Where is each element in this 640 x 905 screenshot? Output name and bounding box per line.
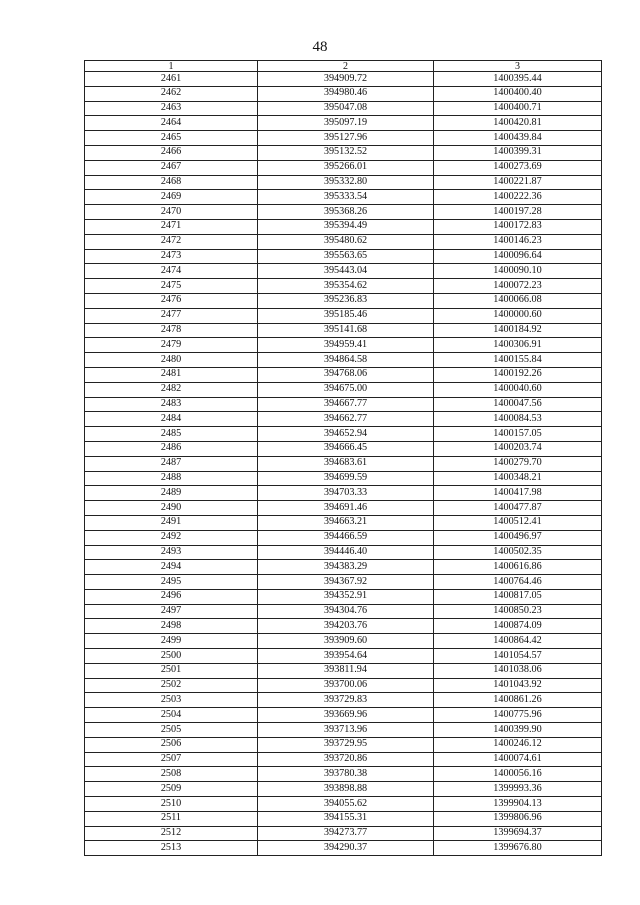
coordinate-y-cell: 1400400.40 [434,86,602,101]
coordinate-x-cell: 394703.33 [258,486,434,501]
coordinate-x-cell: 394768.06 [258,367,434,382]
point-number-cell: 2492 [85,530,258,545]
table-row [85,826,602,841]
table-row [85,678,602,693]
coordinate-y-cell: 1400246.12 [434,737,602,752]
table-row [85,293,602,308]
table-row [85,249,602,264]
coordinate-y-cell: 1400203.74 [434,441,602,456]
coordinate-y-cell: 1399993.36 [434,782,602,797]
coordinate-x-cell: 393729.95 [258,737,434,752]
table-row [85,515,602,530]
table-row [85,279,602,294]
table-row [85,841,602,856]
point-number-cell: 2490 [85,501,258,516]
table-row [85,116,602,131]
table-row [85,219,602,234]
table-row [85,589,602,604]
point-number-cell: 2505 [85,723,258,738]
coordinate-y-cell: 1400399.90 [434,723,602,738]
coordinate-y-cell: 1400864.42 [434,634,602,649]
point-number-cell: 2482 [85,382,258,397]
point-number-cell: 2464 [85,116,258,131]
point-number-cell: 2477 [85,308,258,323]
coordinate-x-cell: 395332.80 [258,175,434,190]
table-row [85,619,602,634]
point-number-cell: 2491 [85,515,258,530]
coordinate-y-cell: 1400496.97 [434,530,602,545]
page-number: 48 [312,39,328,55]
coordinate-y-cell: 1400861.26 [434,693,602,708]
coordinate-x-cell: 395047.08 [258,101,434,116]
coordinate-x-cell: 395443.04 [258,264,434,279]
point-number-cell: 2484 [85,412,258,427]
table-row [85,353,602,368]
point-number-cell: 2512 [85,826,258,841]
coordinate-x-cell: 395480.62 [258,234,434,249]
coordinate-y-cell: 1400040.60 [434,382,602,397]
point-number-cell: 2499 [85,634,258,649]
point-number-cell: 2513 [85,841,258,856]
point-number-cell: 2511 [85,811,258,826]
coordinate-y-cell: 1400477.87 [434,501,602,516]
point-number-cell: 2470 [85,205,258,220]
coordinate-y-cell: 1400056.16 [434,767,602,782]
table-row [85,323,602,338]
point-number-cell: 2475 [85,279,258,294]
coordinate-x-cell: 394290.37 [258,841,434,856]
point-number-cell: 2497 [85,604,258,619]
coordinate-x-cell: 394909.72 [258,72,434,87]
coordinate-y-cell: 1400074.61 [434,752,602,767]
table-row [85,767,602,782]
coordinate-y-cell: 1401038.06 [434,663,602,678]
coordinate-x-cell: 394652.94 [258,427,434,442]
table-row [85,782,602,797]
coordinate-y-cell: 1400047.56 [434,397,602,412]
coordinate-x-cell: 394959.41 [258,338,434,353]
coordinate-x-cell: 393669.96 [258,708,434,723]
table-row [85,797,602,812]
point-number-cell: 2508 [85,767,258,782]
column-header-2: 2 [258,61,434,72]
point-number-cell: 2495 [85,575,258,590]
coordinate-x-cell: 394352.91 [258,589,434,604]
coordinate-x-cell: 395354.62 [258,279,434,294]
coordinate-y-cell: 1400502.35 [434,545,602,560]
coordinate-y-cell: 1400000.60 [434,308,602,323]
coordinate-x-cell: 394383.29 [258,560,434,575]
coordinate-y-cell: 1400400.71 [434,101,602,116]
table-row [85,382,602,397]
coordinate-x-cell: 395333.54 [258,190,434,205]
point-number-cell: 2461 [85,72,258,87]
table-row [85,145,602,160]
point-number-cell: 2469 [85,190,258,205]
table-row [85,456,602,471]
coordinate-x-cell: 394055.62 [258,797,434,812]
coordinate-x-cell: 394667.77 [258,397,434,412]
table-row [85,338,602,353]
point-number-cell: 2473 [85,249,258,264]
coordinate-x-cell: 393713.96 [258,723,434,738]
table-row [85,811,602,826]
point-number-cell: 2462 [85,86,258,101]
point-number-cell: 2503 [85,693,258,708]
coordinate-y-cell: 1400874.09 [434,619,602,634]
table-header-row [85,61,602,72]
table-row [85,560,602,575]
point-number-cell: 2493 [85,545,258,560]
table-row [85,205,602,220]
coordinate-y-cell: 1400306.91 [434,338,602,353]
coordinate-x-cell: 394662.77 [258,412,434,427]
point-number-cell: 2494 [85,560,258,575]
point-number-cell: 2496 [85,589,258,604]
coordinate-y-cell: 1400417.98 [434,486,602,501]
coordinate-y-cell: 1399904.13 [434,797,602,812]
coordinate-x-cell: 394304.76 [258,604,434,619]
coordinate-x-cell: 393780.38 [258,767,434,782]
point-number-cell: 2481 [85,367,258,382]
point-number-cell: 2468 [85,175,258,190]
coordinate-y-cell: 1400155.84 [434,353,602,368]
coordinate-x-cell: 394683.61 [258,456,434,471]
coordinate-x-cell: 393898.88 [258,782,434,797]
point-number-cell: 2467 [85,160,258,175]
coordinate-x-cell: 394155.31 [258,811,434,826]
column-header-3: 3 [434,61,602,72]
table-row [85,708,602,723]
point-number-cell: 2501 [85,663,258,678]
coordinate-x-cell: 395266.01 [258,160,434,175]
coordinate-x-cell: 393811.94 [258,663,434,678]
table-row [85,471,602,486]
point-number-cell: 2486 [85,441,258,456]
coordinate-x-cell: 394466.59 [258,530,434,545]
coordinate-y-cell: 1400850.23 [434,604,602,619]
coordinate-y-cell: 1400157.05 [434,427,602,442]
coordinate-x-cell: 394699.59 [258,471,434,486]
coordinate-x-cell: 395394.49 [258,219,434,234]
table-row [85,530,602,545]
table-row [85,308,602,323]
table-row [85,101,602,116]
point-number-cell: 2509 [85,782,258,797]
point-number-cell: 2485 [85,427,258,442]
coordinate-y-cell: 1400817.05 [434,589,602,604]
point-number-cell: 2463 [85,101,258,116]
table-row [85,160,602,175]
table-row [85,72,602,87]
table-row [85,412,602,427]
point-number-cell: 2488 [85,471,258,486]
coordinate-y-cell: 1400775.96 [434,708,602,723]
point-number-cell: 2504 [85,708,258,723]
coordinate-x-cell: 394446.40 [258,545,434,560]
coordinate-x-cell: 393720.86 [258,752,434,767]
coordinate-y-cell: 1400439.84 [434,131,602,146]
coordinate-x-cell: 394663.21 [258,515,434,530]
coordinate-y-cell: 1400273.69 [434,160,602,175]
coordinate-y-cell: 1400184.92 [434,323,602,338]
coordinate-x-cell: 394273.77 [258,826,434,841]
table-row [85,264,602,279]
coordinate-y-cell: 1400084.53 [434,412,602,427]
point-number-cell: 2478 [85,323,258,338]
table-row [85,427,602,442]
coordinate-x-cell: 393729.83 [258,693,434,708]
point-number-cell: 2483 [85,397,258,412]
point-number-cell: 2498 [85,619,258,634]
point-number-cell: 2500 [85,649,258,664]
coordinate-y-cell: 1400399.31 [434,145,602,160]
coordinate-x-cell: 394367.92 [258,575,434,590]
coordinate-x-cell: 393909.60 [258,634,434,649]
table-row [85,545,602,560]
point-number-cell: 2479 [85,338,258,353]
table-row [85,693,602,708]
coordinate-x-cell: 395563.65 [258,249,434,264]
coordinate-x-cell: 394864.58 [258,353,434,368]
table-row [85,634,602,649]
point-number-cell: 2507 [85,752,258,767]
point-number-cell: 2506 [85,737,258,752]
point-number-cell: 2466 [85,145,258,160]
coordinate-y-cell: 1399806.96 [434,811,602,826]
coordinate-x-cell: 393954.64 [258,649,434,664]
coordinate-y-cell: 1400146.23 [434,234,602,249]
table-row [85,575,602,590]
coordinate-y-cell: 1400197.28 [434,205,602,220]
coordinates-table [84,60,602,856]
coordinate-x-cell: 395185.46 [258,308,434,323]
table-row [85,737,602,752]
table-body [85,72,602,856]
coordinate-x-cell: 394203.76 [258,619,434,634]
coordinate-y-cell: 1401043.92 [434,678,602,693]
table-row [85,501,602,516]
point-number-cell: 2472 [85,234,258,249]
coordinate-y-cell: 1400090.10 [434,264,602,279]
table-row [85,86,602,101]
coordinate-y-cell: 1400395.44 [434,72,602,87]
coordinate-x-cell: 395127.96 [258,131,434,146]
point-number-cell: 2465 [85,131,258,146]
coordinate-y-cell: 1400096.64 [434,249,602,264]
column-header-1: 1 [85,61,258,72]
coordinate-x-cell: 395097.19 [258,116,434,131]
point-number-cell: 2510 [85,797,258,812]
coordinate-x-cell: 395141.68 [258,323,434,338]
coordinate-y-cell: 1399676.80 [434,841,602,856]
coordinate-x-cell: 394691.46 [258,501,434,516]
table-row [85,441,602,456]
point-number-cell: 2489 [85,486,258,501]
coordinate-x-cell: 393700.06 [258,678,434,693]
point-number-cell: 2471 [85,219,258,234]
coordinate-y-cell: 1400172.83 [434,219,602,234]
coordinate-y-cell: 1400764.46 [434,575,602,590]
table-row [85,367,602,382]
coordinate-y-cell: 1400222.36 [434,190,602,205]
coordinate-y-cell: 1400221.87 [434,175,602,190]
coordinate-x-cell: 394675.00 [258,382,434,397]
coordinate-y-cell: 1400072.23 [434,279,602,294]
table-row [85,234,602,249]
table-row [85,649,602,664]
table-row [85,131,602,146]
table-row [85,190,602,205]
coordinate-y-cell: 1399694.37 [434,826,602,841]
coordinate-x-cell: 394666.45 [258,441,434,456]
coordinate-x-cell: 395368.26 [258,205,434,220]
coordinate-y-cell: 1400192.26 [434,367,602,382]
coordinate-x-cell: 395132.52 [258,145,434,160]
coordinate-y-cell: 1400348.21 [434,471,602,486]
table-row [85,175,602,190]
coordinate-y-cell: 1400420.81 [434,116,602,131]
coordinate-x-cell: 394980.46 [258,86,434,101]
point-number-cell: 2476 [85,293,258,308]
table-row [85,663,602,678]
coordinate-y-cell: 1401054.57 [434,649,602,664]
coordinate-y-cell: 1400066.08 [434,293,602,308]
coordinate-y-cell: 1400616.86 [434,560,602,575]
point-number-cell: 2480 [85,353,258,368]
table-row [85,723,602,738]
table-row [85,486,602,501]
point-number-cell: 2487 [85,456,258,471]
table-row [85,752,602,767]
coordinate-y-cell: 1400279.70 [434,456,602,471]
table-row [85,604,602,619]
coordinate-x-cell: 395236.83 [258,293,434,308]
point-number-cell: 2502 [85,678,258,693]
table-row [85,397,602,412]
coordinate-y-cell: 1400512.41 [434,515,602,530]
point-number-cell: 2474 [85,264,258,279]
